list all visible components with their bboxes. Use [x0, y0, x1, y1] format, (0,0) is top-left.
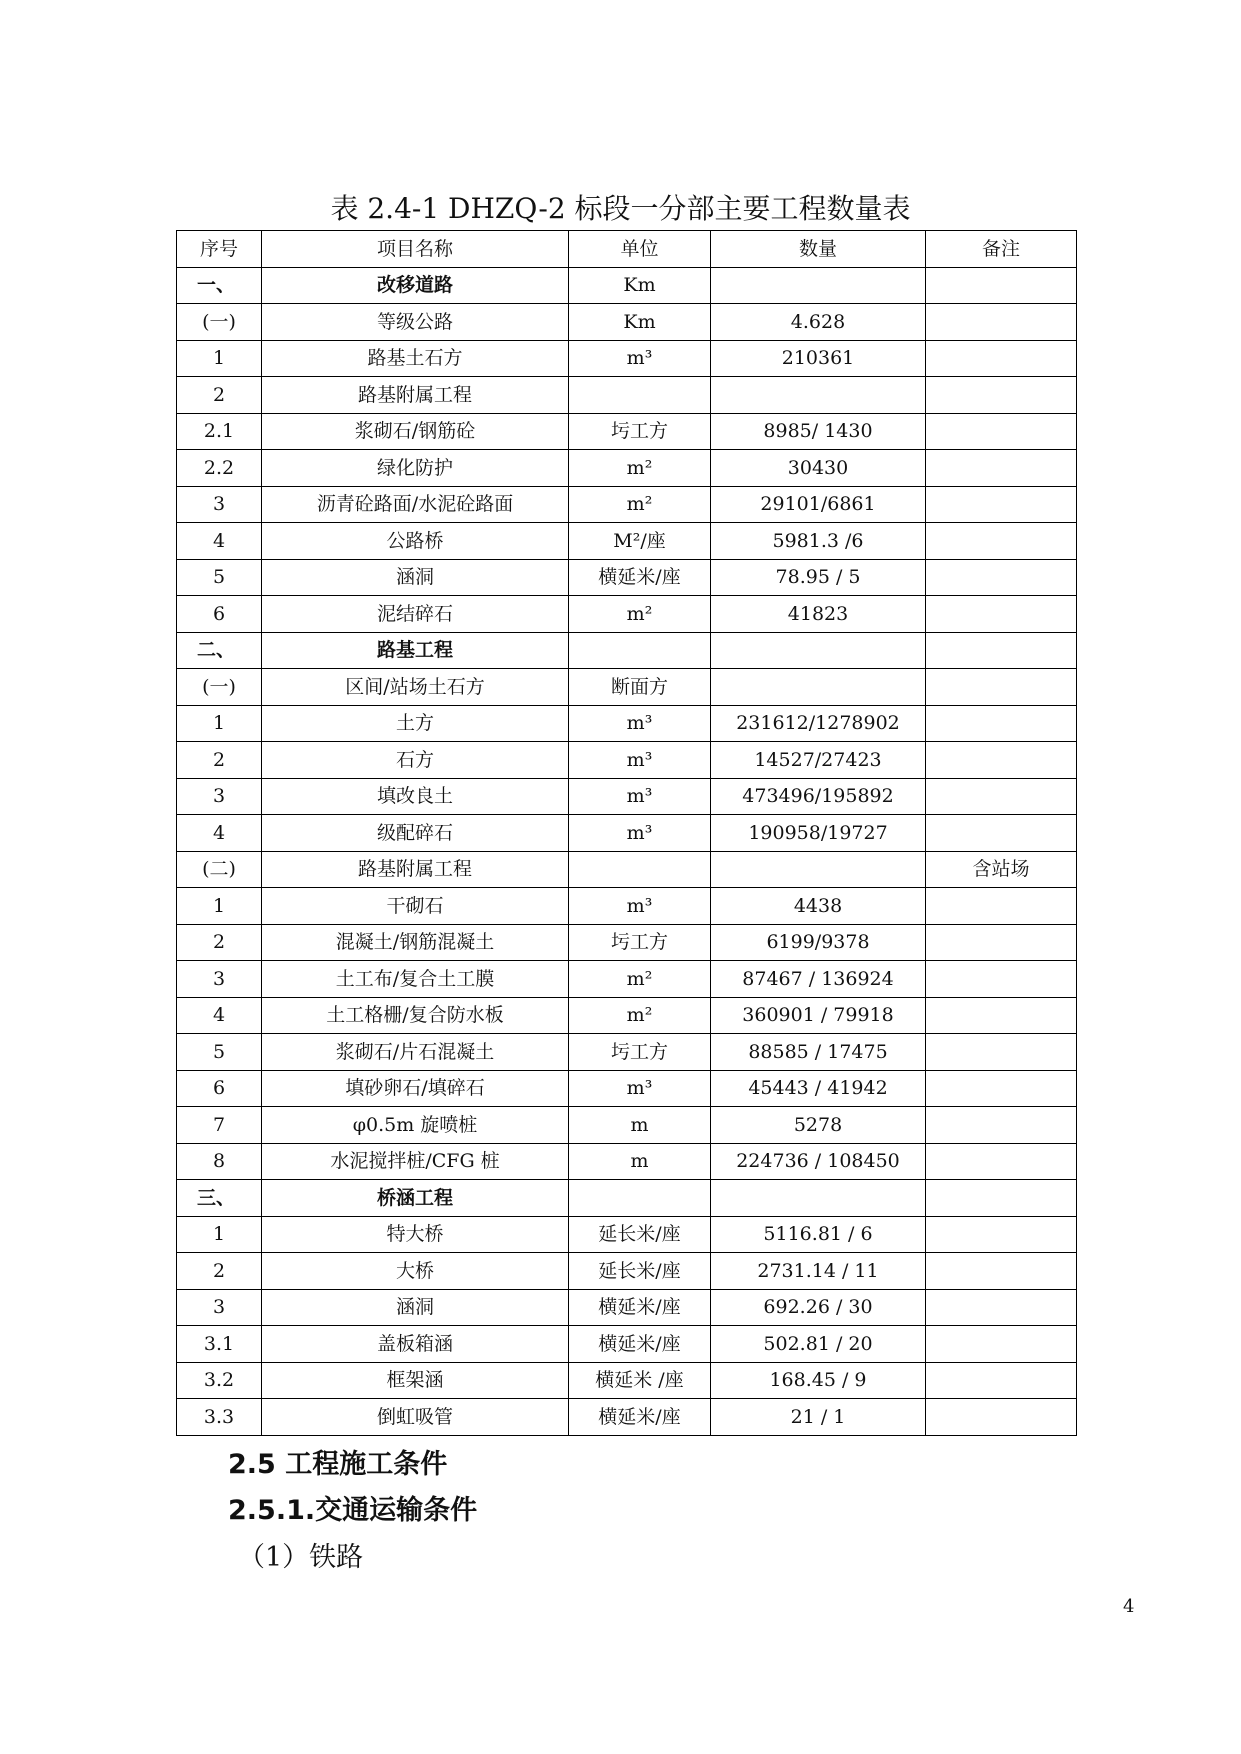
table-row	[177, 997, 1077, 1034]
cell-name: 水泥搅拌桩/CFG 桩	[262, 1143, 569, 1180]
cell-unit: m³	[569, 778, 711, 815]
cell-unit: 延长米/座	[569, 1216, 711, 1253]
cell-name: 干砌石	[262, 888, 569, 925]
cell-no: 3	[177, 961, 262, 998]
cell-unit: m²	[569, 450, 711, 487]
cell-no: 2	[177, 924, 262, 961]
cell-note	[926, 1399, 1077, 1436]
cell-qty: 5981.3 /6	[711, 523, 926, 560]
cell-no: 3.1	[177, 1326, 262, 1363]
table-row	[177, 888, 1077, 925]
cell-qty: 30430	[711, 450, 926, 487]
cell-no: 三、	[177, 1180, 262, 1217]
cell-note	[926, 815, 1077, 852]
header-cell-unit: 单位	[569, 231, 711, 268]
cell-note	[926, 486, 1077, 523]
cell-no: 4	[177, 523, 262, 560]
cell-unit	[569, 1180, 711, 1217]
cell-unit: m	[569, 1143, 711, 1180]
subsection-heading-railway: （1）铁路	[238, 1542, 364, 1573]
cell-name: 公路桥	[262, 523, 569, 560]
cell-qty	[711, 1180, 926, 1217]
cell-qty: 87467 / 136924	[711, 961, 926, 998]
table-row	[177, 1326, 1077, 1363]
table-row	[177, 1034, 1077, 1071]
cell-unit: 断面方	[569, 669, 711, 706]
cell-qty: 190958/19727	[711, 815, 926, 852]
cell-name: 绿化防护	[262, 450, 569, 487]
cell-unit: m³	[569, 742, 711, 779]
cell-unit	[569, 377, 711, 414]
cell-name: 混凝土/钢筋混凝土	[262, 924, 569, 961]
header-cell-no: 序号	[177, 231, 262, 268]
cell-no: 3	[177, 778, 262, 815]
cell-qty: 2731.14 / 11	[711, 1253, 926, 1290]
cell-no: 2	[177, 1253, 262, 1290]
cell-no: 6	[177, 596, 262, 633]
cell-note	[926, 559, 1077, 596]
page-number: 4	[1123, 1596, 1135, 1617]
table-row	[177, 705, 1077, 742]
cell-unit: m³	[569, 340, 711, 377]
table-header-row	[177, 231, 1077, 268]
cell-unit	[569, 851, 711, 888]
cell-no: 6	[177, 1070, 262, 1107]
cell-qty: 360901 / 79918	[711, 997, 926, 1034]
cell-no: 2.1	[177, 413, 262, 450]
table-row	[177, 924, 1077, 961]
cell-note	[926, 340, 1077, 377]
cell-name: φ0.5m 旋喷桩	[262, 1107, 569, 1144]
cell-name: 特大桥	[262, 1216, 569, 1253]
cell-name: 等级公路	[262, 304, 569, 341]
table-row	[177, 1070, 1077, 1107]
section-row	[177, 1180, 1077, 1217]
cell-note	[926, 1253, 1077, 1290]
cell-name: 涵洞	[262, 1289, 569, 1326]
cell-name: 石方	[262, 742, 569, 779]
cell-no: 2.2	[177, 450, 262, 487]
cell-no: 1	[177, 705, 262, 742]
cell-unit: m²	[569, 961, 711, 998]
cell-qty: 231612/1278902	[711, 705, 926, 742]
table-row	[177, 669, 1077, 706]
table-row	[177, 778, 1077, 815]
cell-name: 盖板箱涵	[262, 1326, 569, 1363]
cell-no: 3	[177, 1289, 262, 1326]
cell-unit: M²/座	[569, 523, 711, 560]
table-row	[177, 1143, 1077, 1180]
cell-unit: 圬工方	[569, 924, 711, 961]
header-cell-note: 备注	[926, 231, 1077, 268]
cell-unit: Km	[569, 304, 711, 341]
header-cell-qty: 数量	[711, 231, 926, 268]
table-row	[177, 851, 1077, 888]
cell-qty: 4.628	[711, 304, 926, 341]
cell-unit: Km	[569, 267, 711, 304]
cell-name: 土方	[262, 705, 569, 742]
cell-note	[926, 267, 1077, 304]
cell-qty: 5278	[711, 1107, 926, 1144]
cell-note	[926, 997, 1077, 1034]
table-row	[177, 377, 1077, 414]
cell-note	[926, 1289, 1077, 1326]
cell-no: 4	[177, 997, 262, 1034]
cell-no: 二、	[177, 632, 262, 669]
cell-note	[926, 1107, 1077, 1144]
cell-no: (一)	[177, 669, 262, 706]
cell-name: 土工格栅/复合防水板	[262, 997, 569, 1034]
cell-qty: 4438	[711, 888, 926, 925]
cell-note	[926, 523, 1077, 560]
table-row	[177, 961, 1077, 998]
cell-name: 级配碎石	[262, 815, 569, 852]
cell-qty: 210361	[711, 340, 926, 377]
cell-note	[926, 377, 1077, 414]
cell-unit: 横延米/座	[569, 1326, 711, 1363]
cell-name: 浆砌石/钢筋砼	[262, 413, 569, 450]
cell-note	[926, 669, 1077, 706]
cell-name: 区间/站场土石方	[262, 669, 569, 706]
cell-qty	[711, 267, 926, 304]
cell-no: 7	[177, 1107, 262, 1144]
cell-unit: 圬工方	[569, 413, 711, 450]
cell-qty: 78.95 / 5	[711, 559, 926, 596]
table-row	[177, 1107, 1077, 1144]
table-row	[177, 742, 1077, 779]
cell-note	[926, 924, 1077, 961]
cell-qty: 692.26 / 30	[711, 1289, 926, 1326]
cell-note	[926, 1216, 1077, 1253]
cell-qty	[711, 669, 926, 706]
cell-name: 土工布/复合土工膜	[262, 961, 569, 998]
cell-qty: 41823	[711, 596, 926, 633]
cell-name: 填砂卵石/填碎石	[262, 1070, 569, 1107]
cell-no: 5	[177, 559, 262, 596]
cell-qty: 224736 / 108450	[711, 1143, 926, 1180]
cell-qty: 6199/9378	[711, 924, 926, 961]
cell-qty	[711, 632, 926, 669]
cell-name: 涵洞	[262, 559, 569, 596]
cell-no: 1	[177, 340, 262, 377]
cell-name: 沥青砼路面/水泥砼路面	[262, 486, 569, 523]
cell-qty: 88585 / 17475	[711, 1034, 926, 1071]
cell-no: 1	[177, 1216, 262, 1253]
cell-qty: 21 / 1	[711, 1399, 926, 1436]
cell-no: (一)	[177, 304, 262, 341]
cell-no: 一、	[177, 267, 262, 304]
table-row	[177, 486, 1077, 523]
cell-name: 路基附属工程	[262, 851, 569, 888]
cell-note	[926, 742, 1077, 779]
cell-name: 倒虹吸管	[262, 1399, 569, 1436]
cell-no: 8	[177, 1143, 262, 1180]
table-row	[177, 1362, 1077, 1399]
cell-name: 填改良土	[262, 778, 569, 815]
cell-no: 3	[177, 486, 262, 523]
table-row	[177, 523, 1077, 560]
cell-name: 框架涵	[262, 1362, 569, 1399]
cell-name: 路基附属工程	[262, 377, 569, 414]
cell-no: 3.3	[177, 1399, 262, 1436]
cell-unit: m²	[569, 486, 711, 523]
cell-qty: 5116.81 / 6	[711, 1216, 926, 1253]
cell-unit: m	[569, 1107, 711, 1144]
cell-no: 4	[177, 815, 262, 852]
cell-qty: 473496/195892	[711, 778, 926, 815]
cell-name: 桥涵工程	[262, 1180, 569, 1217]
cell-no: 1	[177, 888, 262, 925]
cell-qty: 8985/ 1430	[711, 413, 926, 450]
cell-unit: m³	[569, 815, 711, 852]
cell-note	[926, 1034, 1077, 1071]
table-row	[177, 559, 1077, 596]
table-row	[177, 340, 1077, 377]
table-row	[177, 1289, 1077, 1326]
cell-unit: m³	[569, 705, 711, 742]
table-row	[177, 1253, 1077, 1290]
cell-unit: 延长米/座	[569, 1253, 711, 1290]
section-row	[177, 267, 1077, 304]
table-row	[177, 1216, 1077, 1253]
cell-name: 改移道路	[262, 267, 569, 304]
cell-qty: 502.81 / 20	[711, 1326, 926, 1363]
cell-unit: m³	[569, 888, 711, 925]
cell-unit: 横延米/座	[569, 1289, 711, 1326]
cell-note	[926, 888, 1077, 925]
section-heading-2-5: 2.5 工程施工条件	[228, 1449, 448, 1480]
cell-note	[926, 778, 1077, 815]
cell-note	[926, 1362, 1077, 1399]
cell-no: (二)	[177, 851, 262, 888]
cell-name: 大桥	[262, 1253, 569, 1290]
cell-no: 2	[177, 377, 262, 414]
cell-note	[926, 596, 1077, 633]
cell-name: 路基土石方	[262, 340, 569, 377]
cell-qty	[711, 377, 926, 414]
section-heading-2-5-1: 2.5.1.交通运输条件	[228, 1495, 478, 1526]
table-row	[177, 450, 1077, 487]
cell-note	[926, 1180, 1077, 1217]
cell-qty: 14527/27423	[711, 742, 926, 779]
cell-note	[926, 1143, 1077, 1180]
header-cell-name: 项目名称	[262, 231, 569, 268]
cell-note	[926, 1070, 1077, 1107]
cell-note	[926, 705, 1077, 742]
cell-note	[926, 1326, 1077, 1363]
cell-note	[926, 304, 1077, 341]
cell-unit: m²	[569, 596, 711, 633]
cell-unit: 横延米/座	[569, 559, 711, 596]
table-title: 表 2.4-1 DHZQ-2 标段一分部主要工程数量表	[330, 192, 911, 225]
cell-no: 2	[177, 742, 262, 779]
cell-note	[926, 450, 1077, 487]
cell-unit: m²	[569, 997, 711, 1034]
cell-note	[926, 413, 1077, 450]
section-row	[177, 632, 1077, 669]
cell-unit	[569, 632, 711, 669]
cell-unit: m³	[569, 1070, 711, 1107]
cell-unit: 圬工方	[569, 1034, 711, 1071]
cell-name: 浆砌石/片石混凝土	[262, 1034, 569, 1071]
table-row	[177, 1399, 1077, 1436]
cell-unit: 横延米 /座	[569, 1362, 711, 1399]
cell-unit: 横延米/座	[569, 1399, 711, 1436]
cell-no: 5	[177, 1034, 262, 1071]
cell-no: 3.2	[177, 1362, 262, 1399]
table-row	[177, 413, 1077, 450]
cell-qty: 45443 / 41942	[711, 1070, 926, 1107]
table-row	[177, 596, 1077, 633]
cell-name: 路基工程	[262, 632, 569, 669]
cell-qty: 29101/6861	[711, 486, 926, 523]
cell-qty: 168.45 / 9	[711, 1362, 926, 1399]
cell-note	[926, 961, 1077, 998]
quantity-table	[176, 230, 1077, 1436]
table-row	[177, 304, 1077, 341]
table-row	[177, 815, 1077, 852]
cell-name: 泥结碎石	[262, 596, 569, 633]
cell-note	[926, 632, 1077, 669]
cell-note: 含站场	[926, 851, 1077, 888]
cell-qty	[711, 851, 926, 888]
